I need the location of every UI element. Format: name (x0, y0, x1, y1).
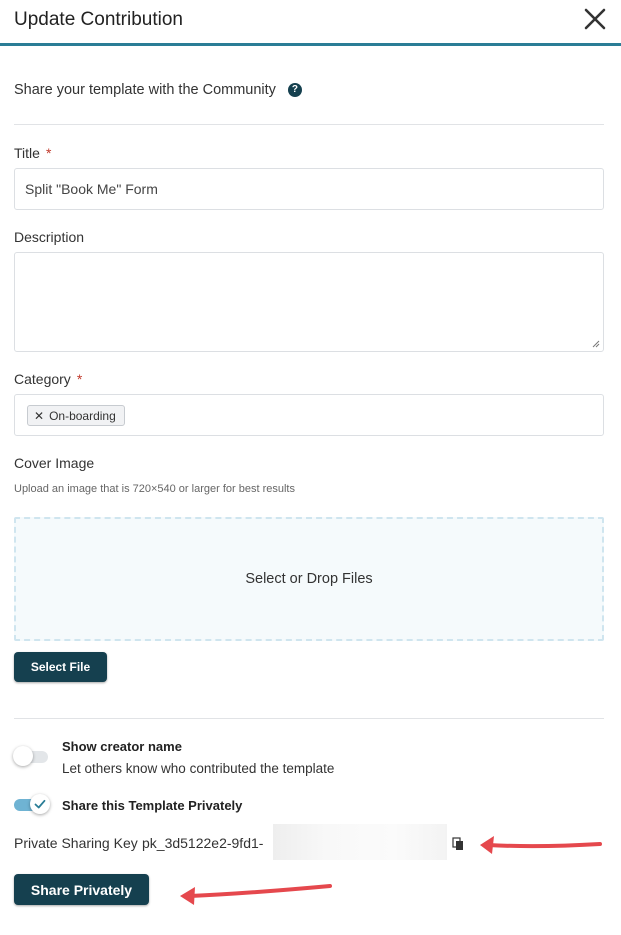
file-dropzone[interactable] (14, 517, 604, 641)
dropzone-text: Select or Drop Files (245, 571, 373, 587)
intro-text: Share your template with the Community (14, 82, 276, 98)
cover-image-label: Cover Image (14, 455, 95, 471)
check-icon (30, 794, 50, 814)
share-privately-title: Share this Template Privately (62, 798, 243, 813)
private-key-value[interactable]: pk_3d5122e2-9fd1- (142, 835, 264, 851)
category-label: Category * (14, 371, 83, 387)
show-creator-toggle[interactable] (14, 751, 48, 763)
required-mark: * (45, 145, 52, 161)
redacted-key-mask (273, 824, 447, 860)
cover-image-hint: Upload an image that is 720×540 or larger for best results (14, 483, 295, 495)
divider (14, 124, 604, 125)
category-chip-label: On-boarding (49, 408, 116, 423)
intro-row (14, 82, 302, 98)
show-creator-subtitle: Let others know who contributed the template (62, 761, 335, 776)
share-privately-toggle[interactable] (14, 799, 48, 811)
category-chip (27, 405, 125, 426)
close-icon (583, 7, 607, 31)
divider (14, 718, 604, 719)
select-file-button[interactable]: Select File (14, 652, 107, 682)
annotation-arrow-icon (476, 832, 604, 856)
category-select[interactable] (14, 394, 604, 436)
modal-header (0, 0, 621, 46)
chip-remove-icon[interactable]: ✕ (34, 408, 45, 423)
private-key-label: Private Sharing Key (14, 835, 138, 851)
description-textarea[interactable] (14, 252, 604, 352)
title-input[interactable] (14, 168, 604, 210)
share-privately-button[interactable]: Share Privately (14, 874, 149, 905)
description-label: Description (14, 229, 85, 245)
title-input-value: Split "Book Me" Form (25, 181, 158, 197)
close-button[interactable] (583, 7, 607, 31)
title-label: Title * (14, 145, 52, 161)
toggle-knob (30, 794, 50, 814)
resize-handle-icon[interactable] (592, 340, 600, 348)
required-mark: * (76, 371, 83, 387)
show-creator-title: Show creator name (62, 739, 182, 754)
help-icon[interactable]: ? (288, 83, 302, 97)
copy-icon[interactable] (452, 837, 464, 851)
modal-title: Update Contribution (14, 9, 183, 30)
toggle-knob (13, 746, 33, 766)
annotation-arrow-icon (176, 880, 334, 908)
